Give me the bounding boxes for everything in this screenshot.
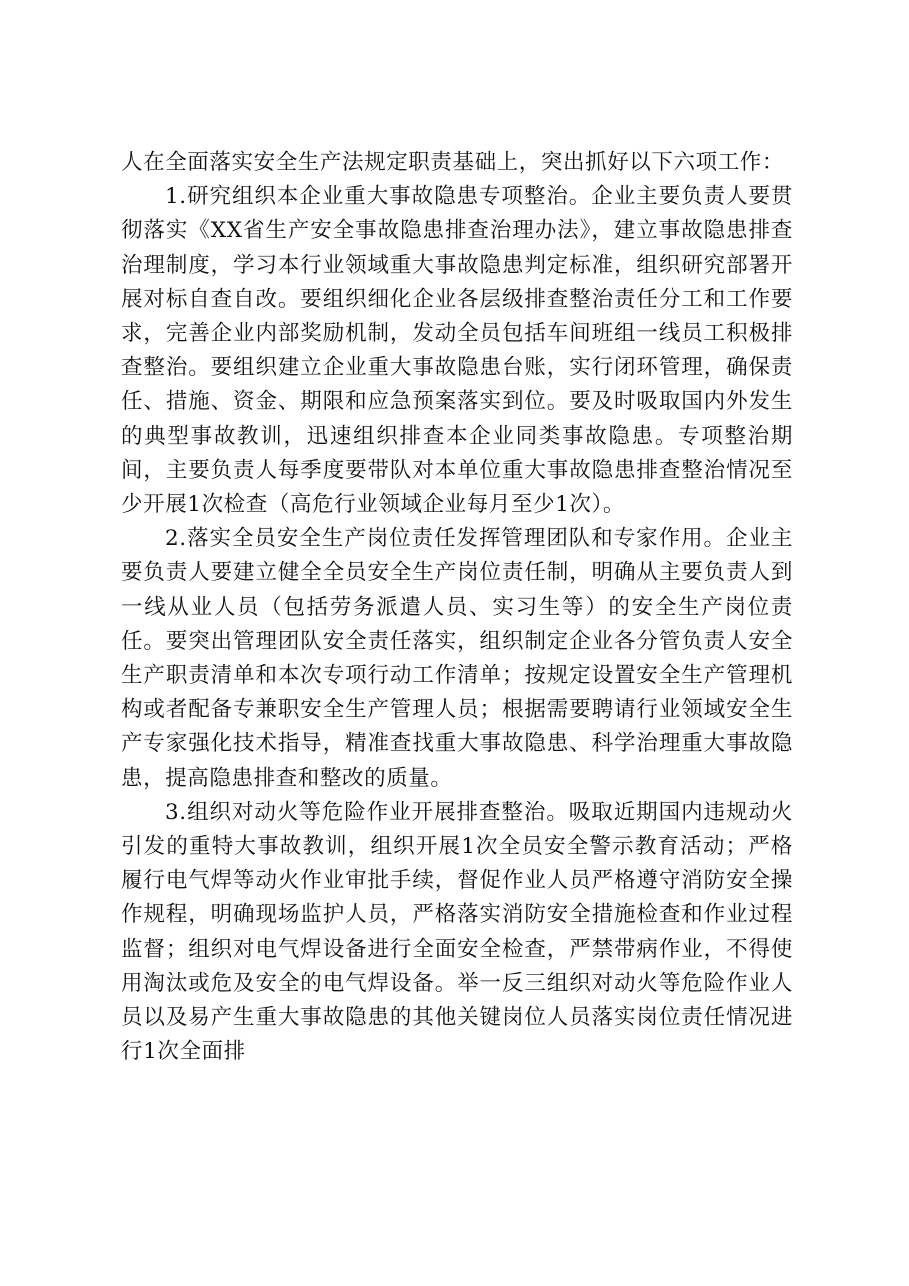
paragraph-item-3: 3.组织对动火等危险作业开展排查整治。吸取近期国内违规动火引发的重特大事故教训，组织开展1次全员安全警示教育活动；严格履行电气焊等动火作业审批手续，督促作业人员严格遵守消防安全操作规程，明确现场监护人员，严格落实消防安全措施检查和作业过程监督；组织对电气焊设备进行全面安全检查，严禁带病作业，不得使用淘汰或危及安全的电气焊设备。举一反三组织对动火等危险作业人员以及易产生重大事故隐患的其他关键岗位人员落实岗位责任情况进行1次全面排 [121, 799, 793, 1065]
paragraph-item-1: 1.研究组织本企业重大事故隐患专项整治。企业主要负责人要贯彻落实《XX省生产安全事故隐患排查治理办法》，建立事故隐患排查治理制度，学习本行业领域重大事故隐患判定标准，组织研究部署开展对标自查自改。要组织细化企业各层级排查整治责任分工和工作要求，完善企业内部奖励机制，发动全员包括车间班组一线员工积极排查整治。要组织建立企业重大事故隐患台账，实行闭环管理，确保责任、措施、资金、期限和应急预案落实到位。要及时吸取国内外发生的典型事故教训，迅速组织排查本企业同类事故隐患。专项整治期间，主要负责人每季度要带队对本单位重大事故隐患排查整治情况至少开展1次检查（高危行业领域企业每月至少1次）。 [121, 184, 793, 518]
paragraph-intro: 人在全面落实安全生产法规定职责基础上，突出抓好以下六项工作： [121, 150, 785, 175]
document-page [121, 146, 793, 1069]
paragraph-item-2: 2.落实全员安全生产岗位责任发挥管理团队和专家作用。企业主要负责人要建立健全全员安全生产岗位责任制，明确从主要负责人到一线从业人员（包括劳务派遣人员、实习生等）的安全生产岗位责任。要突出管理团队安全责任落实，组织制定企业各分管负责人安全生产职责清单和本次专项行动工作清单；按规定设置安全生产管理机构或者配备专兼职安全生产管理人员；根据需要聘请行业领域安全生产专家强化技术指导，精准查找重大事故隐患、科学治理重大事故隐患，提高隐患排查和整改的质量。 [121, 526, 793, 791]
